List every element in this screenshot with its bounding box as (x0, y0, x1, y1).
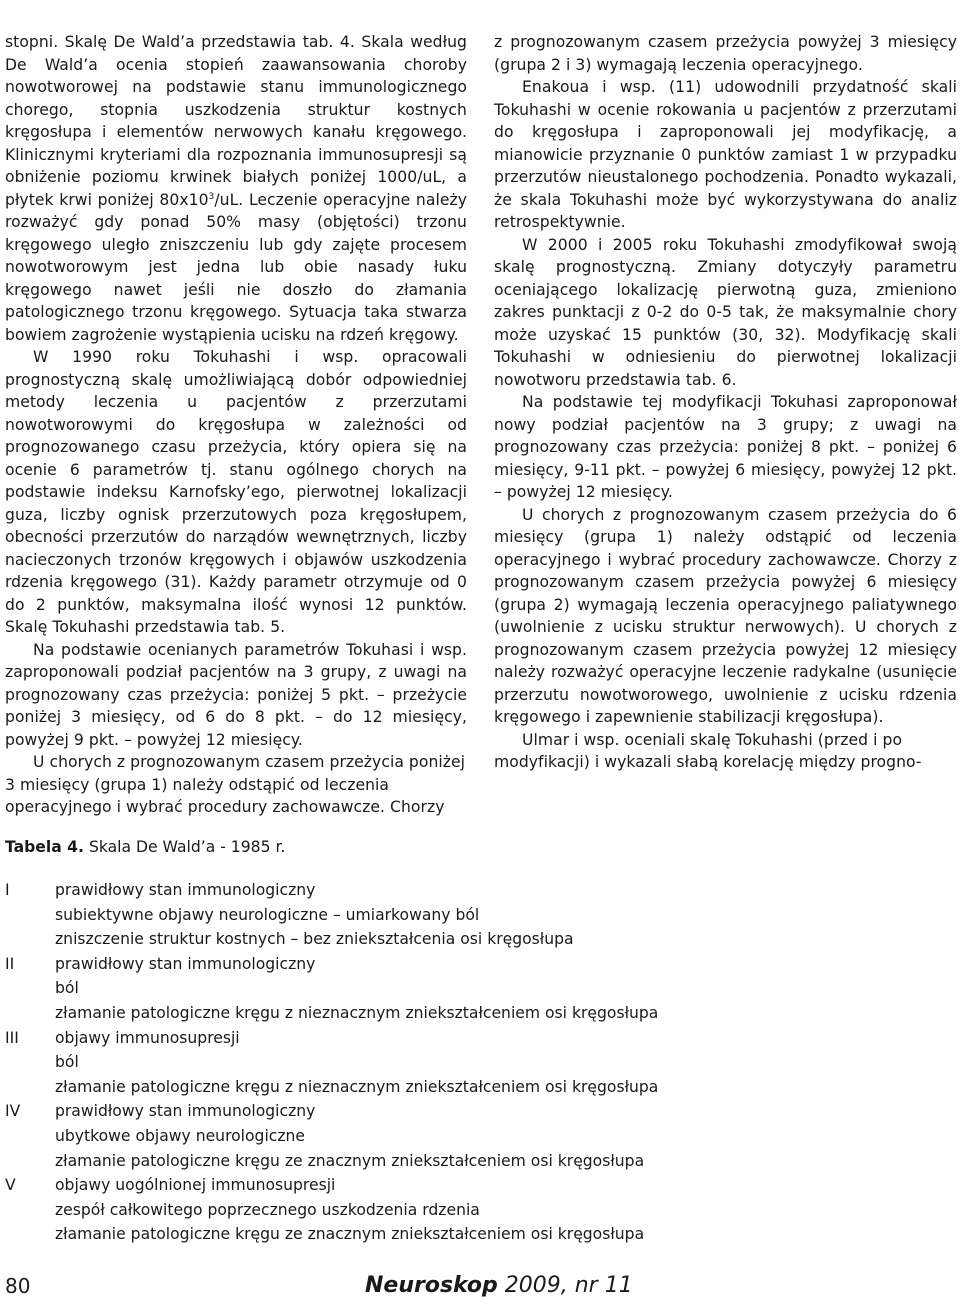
grade-description (55, 878, 574, 952)
paragraph-group-1: U chorych z prognozowanym czasem przeżycia poniżej 3 miesięcy (grupa 1) należy odstąpić od leczenia operacyjnego i wybrać procedury zachowawcze. Chorzy (5, 753, 466, 816)
table-cell: prawidłowy stan immunologiczny (55, 954, 316, 973)
grade-description (55, 1099, 644, 1173)
page-number: 80 (5, 1274, 31, 1298)
table-cell: złamanie patologiczne kręgu z nieznacznym zniekształceniem osi kręgosłupa (55, 1077, 659, 1096)
table-row (5, 1026, 945, 1100)
table-cell: złamanie patologiczne kręgu ze znacznym zniekształceniem osi kręgosłupa (55, 1225, 645, 1244)
de-wald-table (5, 878, 945, 1247)
paragraph-new-groups: Na podstawie tej modyfikacji Tokuhasi zaproponował nowy podział pacjentów na 3 grupy; z uwagi na prognozowany czas przeżycia: poniżej 8 pkt. – poniżej 6 miesięcy, 9-11 pkt. – powyżej 6 miesięcy, powyżej 12 pkt. – powyżej 12 miesięcy. (494, 393, 957, 501)
table-caption-label: Tabela 4. (5, 838, 84, 856)
table-cell: objawy immunosupresji (55, 1028, 240, 1047)
journal-issue: 2009, nr 11 (504, 1273, 633, 1298)
table-cell: ubytkowe objawy neurologiczne (55, 1126, 306, 1145)
superscript-exponent: 3 (208, 191, 215, 202)
paragraph-treatment: U chorych z prognozowanym czasem przeżycia do 6 miesięcy (grupa 1) należy odstąpić od leczenia operacyjnego i wybrać procedury zachowawcze. Chorzy z prognozowanym czasem przeżycia powyżej 6 miesięcy (grupa 2) wymagają leczenia operacyjnego paliatywnego (uwolnienie z ucisku struktur nerwowych). U chorych z prognozowanym czasem przeżycia powyżej 12 miesięcy należy rozważyć operacyjne leczenie radykalne (usunięcie przerzutu nowotworowego, uwolnienie z ucisku rdzenia kręgowego i zapewnienie stabilizacji kręgosłupa). (494, 505, 957, 726)
paragraph-group-2-3: z prognozowanym czasem przeżycia powyżej 3 miesięcy (grupa 2 i 3) wymagają leczenia operacyjnego. (494, 33, 957, 74)
paragraph-de-wald (5, 31, 467, 346)
page-footer (5, 1272, 945, 1302)
table-row (5, 952, 945, 1026)
table-cell: subiektywne objawy neurologiczne – umiarkowany ból (55, 905, 480, 924)
grade-description (55, 952, 658, 1026)
paragraph-text: stopni. Skalę De Wald’a przedstawia tab. 4. Skala według De Wald’a ocenia stopień zaawansowania choroby nowotworowej na podstawie stanu immunologicznego chorego, stopnia uszkodzenia struktur kostnych kręgosłupa i elementów nerwowych kanału kręgowego. Klinicznymi kryteriami dla rozpoznania immunosupresji są obniżenie poziomu krwinek białych poniżej 1000/uL, a płytek krwi poniżej 80x10 (5, 33, 467, 209)
table-cell: zniszczenie struktur kostnych – bez zniekształcenia osi kręgosłupa (55, 930, 574, 949)
journal-name: Neuroskop (365, 1273, 498, 1298)
table-caption-text: Skala De Wald’a - 1985 r. (88, 838, 286, 856)
paragraph-patient-groups: Na podstawie ocenianych parametrów Tokuhasi i wsp. zaproponowali podział pacjentów na 3 grupy, z uwagi na prognozowany czas przeżycia: poniżej 5 pkt. – przeżycie poniżej 3 miesięcy, od 6 do 8 pkt. – do 12 miesięcy, powyżej 9 pkt. – powyżej 12 miesięcy. (5, 640, 467, 749)
table-cell: ból (55, 1053, 79, 1072)
grade-label: III (5, 1028, 19, 1047)
right-text-column (494, 31, 957, 774)
table-cell: zespół całkowitego poprzecznego uszkodzenia rdzenia (55, 1200, 480, 1219)
grade-description (55, 1026, 658, 1100)
table-row (5, 878, 945, 952)
table-cell: prawidłowy stan immunologiczny (55, 881, 316, 899)
grade-label: I (5, 881, 10, 899)
paragraph-text: /uL. Leczenie operacyjne należy rozważyć gdy ponad 50% masy (objętości) trzonu kręgowego uległo zniszczeniu lub gdy zajęte procesem nowotworowym jest jedna lub obie nasady łuku kręgowego nawet jeśli nie doszło do złamania patologicznego trzonu kręgowego. Sytuacja taka stwarza bowiem zagrożenie wystąpienia ucisku na rdzeń kręgowy. (5, 190, 468, 344)
left-text-column (5, 31, 467, 819)
paragraph-modification: W 2000 i 2005 roku Tokuhashi zmodyfikował swoją skalę prognostyczną. Zmiany dotyczyły parametru oceniającego lokalizację pierwotną guza, zmieniono zakres punktacji z 0-2 do 0-5 tak, że maksymalnie chory może uzyskać 15 punktów (30, 32). Modyfikację skali Tokuhashi w odniesieniu do pierwotnej lokalizacji nowotworu przedstawia tab. 6. (494, 235, 957, 389)
table-cell: prawidłowy stan immunologiczny (55, 1102, 316, 1121)
table-cell: ból (55, 979, 79, 998)
table-row (5, 1173, 945, 1247)
table-cell: złamanie patologiczne kręgu ze znacznym zniekształceniem osi kręgosłupa (55, 1151, 645, 1170)
grade-description (55, 1173, 644, 1247)
table-cell: objawy uogólnionej immunosupresji (55, 1176, 336, 1195)
table-row (5, 1099, 945, 1173)
journal-reference (365, 1272, 633, 1300)
paragraph-tokuhashi-1990: W 1990 roku Tokuhashi i wsp. opracowali prognostyczną skalę umożliwiającą dobór odpowiedniej metody leczenia u pacjentów z przerzutami nowotworowymi do kręgosłupa w zależności od prognozowanego czasu przeżycia, który opiera się na ocenie 6 parametrów tj. stanu ogólnego chorych na podstawie indeksu Karnofsky’ego, pierwotnej lokalizacji guza, liczby ognisk przerzutowych poza kręgosłupem, obecności przerzutów do narządów wewnętrznych, liczby nacieczonych trzonów kręgowych i objawów uszkodzenia rdzenia kręgowego (31). Każdy parametr otrzymuje od 0 do 2 punktów, maksymalna ilość wynosi 12 punktów. Skalę Tokuhashi przedstawia tab. 5. (5, 348, 467, 636)
grade-label: IV (5, 1102, 21, 1121)
table-cell: złamanie patologiczne kręgu z nieznacznym zniekształceniem osi kręgosłupa (55, 1003, 659, 1022)
grade-label: II (5, 954, 15, 973)
paragraph-enakoua: Enakoua i wsp. (11) udowodnili przydatność skali Tokuhashi w ocenie rokowania u pacjentów z przerzutami do kręgosłupa i zaproponowali jej modyfikację, a mianowicie przyznanie 0 punktów zamiast 1 w przypadku przerzutów nieustalonego pochodzenia. Ponadto wykazali, że skala Tokuhashi może być wykorzystywana do analiz retrospektywnie. (494, 78, 957, 231)
grade-label: V (5, 1176, 16, 1195)
table-caption (5, 837, 285, 857)
paragraph-ulmar: Ulmar i wsp. oceniali skalę Tokuhashi (przed i po modyfikacji) i wykazali słabą korelację między progno- (494, 730, 922, 771)
